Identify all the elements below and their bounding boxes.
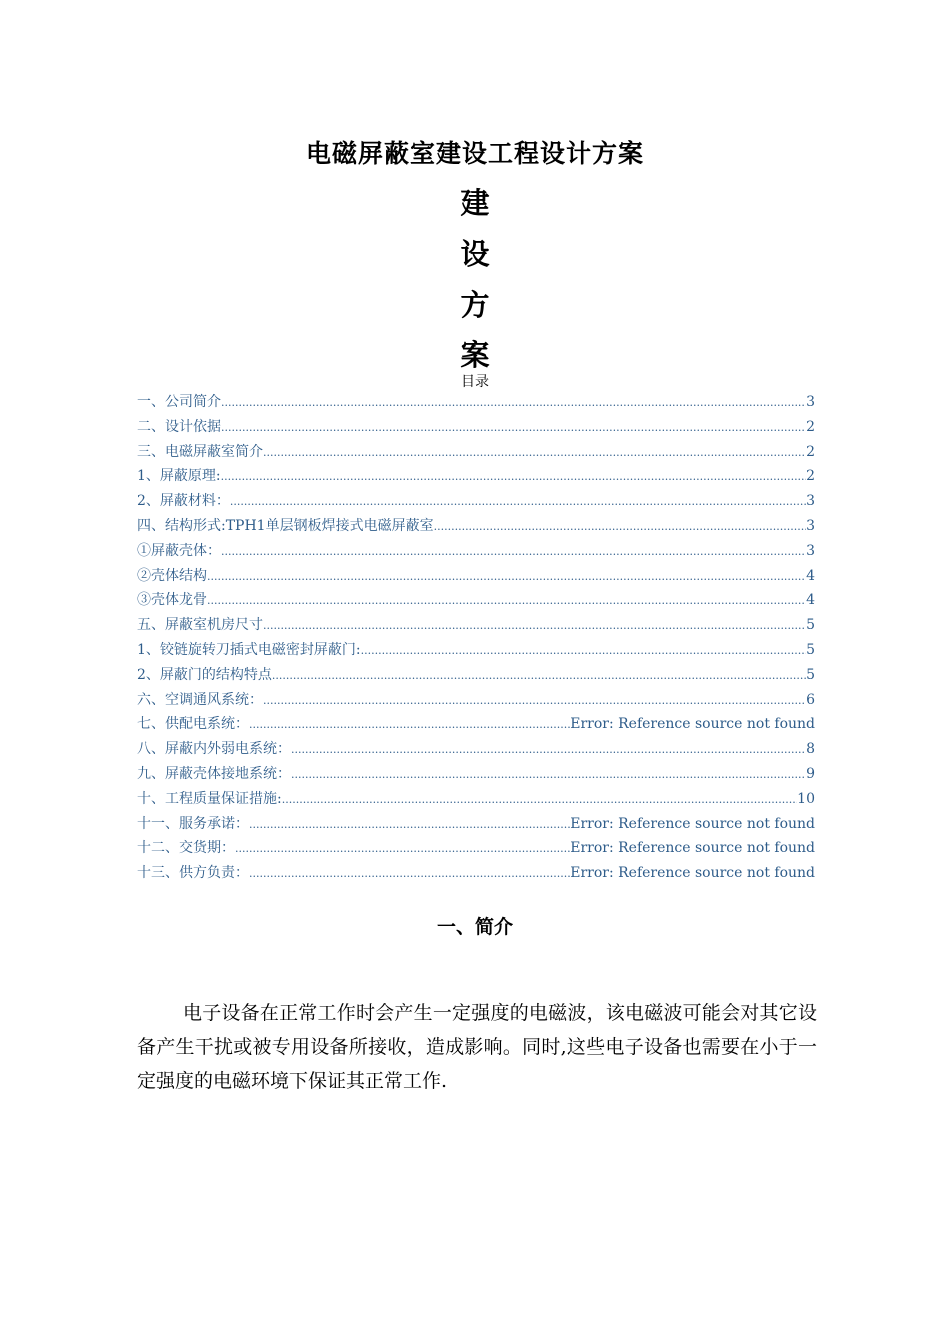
table-of-contents (137, 390, 815, 886)
toc-entry-page: Error: Reference source not found (570, 815, 815, 832)
toc-entry-page: Error: Reference source not found (570, 865, 815, 882)
toc-entry-page: 2 (806, 418, 815, 435)
toc-entry-label: 十、工程质量保证措施: (137, 790, 282, 807)
toc-leader-dots (221, 464, 806, 489)
toc-entry[interactable] (137, 638, 815, 663)
toc-leader-dots (272, 663, 806, 688)
toc-entry-label: ①屏蔽壳体： (137, 542, 221, 559)
toc-entry[interactable] (137, 737, 815, 762)
toc-entry-label: 1、屏蔽原理: (137, 468, 221, 485)
toc-entry-label: 四、结构形式:TPH1单层钢板焊接式电磁屏蔽室 (137, 517, 434, 534)
toc-entry-label: 十一、服务承诺： (137, 815, 249, 832)
toc-entry-label: 三、电磁屏蔽室简介 (137, 443, 263, 460)
toc-leader-dots (221, 539, 806, 564)
toc-leader-dots (361, 638, 806, 663)
toc-entry-page: 5 (806, 617, 815, 634)
toc-entry[interactable] (137, 688, 815, 713)
toc-entry-page: 4 (806, 592, 815, 609)
toc-leader-dots (263, 688, 806, 713)
toc-entry-label: ③壳体龙骨 (137, 592, 207, 609)
toc-entry-page: 3 (806, 493, 815, 510)
big-char-4: 案 (460, 338, 490, 372)
toc-entry[interactable] (137, 440, 815, 465)
toc-entry[interactable] (137, 415, 815, 440)
toc-entry-label: 十二、交货期： (137, 840, 235, 857)
section-title: 一、简介 (436, 916, 513, 938)
toc-entry-label: 九、屏蔽壳体接地系统： (137, 765, 291, 782)
toc-entry[interactable] (137, 787, 815, 812)
toc-entry[interactable] (137, 861, 815, 886)
toc-entry-label: 八、屏蔽内外弱电系统： (137, 741, 291, 758)
toc-leader-dots (207, 564, 806, 589)
toc-entry-page: 10 (797, 790, 815, 807)
toc-entry[interactable] (137, 836, 815, 861)
toc-entry-label: 1、铰链旋转刀插式电磁密封屏蔽门: (137, 641, 361, 658)
toc-entry-label: 十三、供方负责： (137, 865, 249, 882)
toc-entry-label: 二、设计依据 (137, 418, 221, 435)
toc-entry[interactable] (137, 762, 815, 787)
toc-leader-dots (249, 812, 570, 837)
toc-leader-dots (221, 390, 806, 415)
intro-paragraph: 电子设备在正常工作时会产生一定强度的电磁波，该电磁波可能会对其它设备产生干扰或被专用设备所接收，造成影响。同时,这些电子设备也需要在小于一定强度的电磁环境下保证其正常工作. (137, 1002, 817, 1092)
toc-entry-page: 2 (806, 468, 815, 485)
toc-entry[interactable] (137, 390, 815, 415)
toc-entry-label: 2、屏蔽材料： (137, 493, 230, 510)
toc-entry[interactable] (137, 613, 815, 638)
toc-leader-dots (263, 613, 806, 638)
big-char-2: 设 (460, 237, 490, 271)
toc-entry[interactable] (137, 514, 815, 539)
toc-leader-dots (291, 737, 806, 762)
toc-leader-dots (249, 861, 570, 886)
toc-entry[interactable] (137, 489, 815, 514)
toc-leader-dots (235, 836, 570, 861)
toc-entry[interactable] (137, 812, 815, 837)
toc-leader-dots (207, 588, 806, 613)
toc-entry-page: 2 (806, 443, 815, 460)
toc-leader-dots (282, 787, 797, 812)
toc-entry-page: 4 (806, 567, 815, 584)
toc-entry-page: Error: Reference source not found (570, 840, 815, 857)
toc-entry[interactable] (137, 464, 815, 489)
toc-entry-page: 9 (806, 765, 815, 782)
toc-leader-dots (249, 712, 570, 737)
toc-entry-label: 五、屏蔽室机房尺寸 (137, 617, 263, 634)
toc-entry-label: 一、公司简介 (137, 394, 221, 410)
toc-entry-label: 七、供配电系统： (137, 716, 249, 733)
big-char-1: 建 (460, 186, 490, 220)
toc-entry[interactable] (137, 663, 815, 688)
toc-entry-page: 6 (806, 691, 815, 708)
toc-entry-page: 3 (806, 517, 815, 534)
toc-entry[interactable] (137, 539, 815, 564)
toc-leader-dots (291, 762, 806, 787)
toc-heading: 目录 (461, 374, 489, 390)
toc-leader-dots (434, 514, 806, 539)
toc-entry-page: 5 (806, 641, 815, 658)
toc-leader-dots (221, 415, 806, 440)
toc-entry-page: Error: Reference source not found (570, 716, 815, 733)
document-title: 电磁屏蔽室建设工程设计方案 (305, 139, 644, 168)
toc-entry-page: 3 (806, 394, 815, 410)
toc-entry-label: 2、屏蔽门的结构特点 (137, 666, 272, 683)
toc-entry-label: ②壳体结构 (137, 567, 207, 584)
toc-entry-page: 3 (806, 542, 815, 559)
toc-leader-dots (230, 489, 806, 514)
toc-entry-page: 8 (806, 741, 815, 758)
toc-entry[interactable] (137, 564, 815, 589)
toc-entry-page: 5 (806, 666, 815, 683)
toc-leader-dots (263, 440, 806, 465)
toc-entry-label: 六、空调通风系统： (137, 691, 263, 708)
toc-entry[interactable] (137, 588, 815, 613)
toc-entry[interactable] (137, 712, 815, 737)
big-char-3: 方 (460, 288, 490, 322)
